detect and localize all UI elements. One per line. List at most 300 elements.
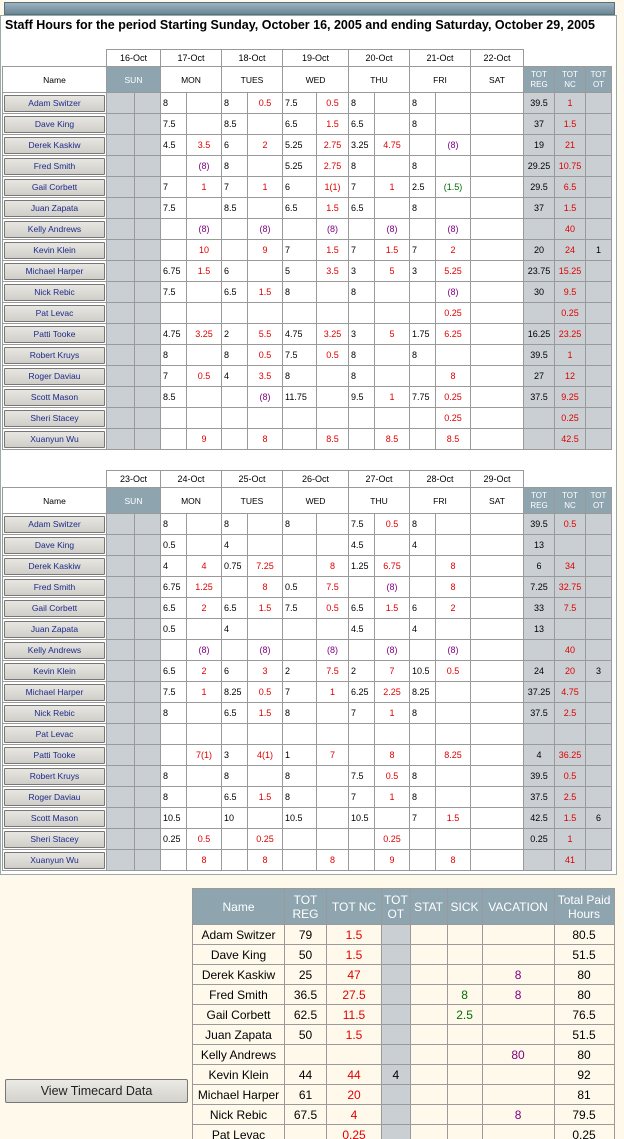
- employee-name-button[interactable]: Dave King: [4, 537, 105, 554]
- reg-hours-cell[interactable]: 2: [222, 324, 248, 345]
- reg-hours-cell[interactable]: 6.5: [222, 787, 248, 808]
- nc-hours-cell[interactable]: (8): [436, 219, 471, 240]
- nc-hours-cell[interactable]: 5: [375, 324, 410, 345]
- nc-hours-cell[interactable]: 3.25: [187, 324, 222, 345]
- nc-hours-cell[interactable]: 2: [436, 240, 471, 261]
- employee-name-button[interactable]: Sheri Stacey: [4, 410, 105, 427]
- nc-hours-cell[interactable]: 2: [436, 598, 471, 619]
- reg-hours-cell[interactable]: [349, 745, 375, 766]
- reg-hours-cell[interactable]: 8.5: [222, 114, 248, 135]
- reg-hours-cell[interactable]: 8: [161, 787, 187, 808]
- reg-hours-cell[interactable]: 7.5: [161, 682, 187, 703]
- reg-hours-cell[interactable]: 6.5: [222, 282, 248, 303]
- employee-name-button[interactable]: Scott Mason: [4, 810, 105, 827]
- reg-hours-cell[interactable]: 6.5: [349, 198, 375, 219]
- reg-hours-cell[interactable]: [283, 535, 317, 556]
- reg-hours-cell[interactable]: 8: [283, 366, 317, 387]
- nc-hours-cell[interactable]: 1: [187, 682, 222, 703]
- reg-hours-cell[interactable]: [410, 577, 436, 598]
- reg-hours-cell[interactable]: 7.5: [161, 282, 187, 303]
- reg-hours-cell[interactable]: 8: [222, 514, 248, 535]
- nc-hours-cell[interactable]: 2: [187, 598, 222, 619]
- reg-hours-cell[interactable]: 8: [283, 282, 317, 303]
- employee-name-button[interactable]: Derek Kaskiw: [4, 558, 105, 575]
- reg-hours-cell[interactable]: [283, 219, 317, 240]
- reg-hours-cell[interactable]: 8: [349, 93, 375, 114]
- reg-hours-cell[interactable]: 8: [410, 703, 436, 724]
- nc-hours-cell[interactable]: 8: [436, 850, 471, 871]
- reg-hours-cell[interactable]: 6.75: [161, 261, 187, 282]
- reg-hours-cell[interactable]: [410, 724, 436, 745]
- nc-hours-cell[interactable]: 0.5: [375, 766, 410, 787]
- nc-hours-cell[interactable]: [187, 619, 222, 640]
- reg-hours-cell[interactable]: 5: [283, 261, 317, 282]
- nc-hours-cell[interactable]: [248, 619, 283, 640]
- nc-hours-cell[interactable]: 6.25: [436, 324, 471, 345]
- nc-hours-cell[interactable]: 6.75: [375, 556, 410, 577]
- reg-hours-cell[interactable]: [161, 240, 187, 261]
- nc-hours-cell[interactable]: [248, 535, 283, 556]
- employee-name-button[interactable]: Scott Mason: [4, 389, 105, 406]
- nc-hours-cell[interactable]: 0.5: [317, 598, 349, 619]
- nc-hours-cell[interactable]: 8.25: [436, 745, 471, 766]
- reg-hours-cell[interactable]: 8: [222, 93, 248, 114]
- nc-hours-cell[interactable]: [436, 829, 471, 850]
- employee-name-button[interactable]: Dave King: [4, 116, 105, 133]
- reg-hours-cell[interactable]: 4: [410, 619, 436, 640]
- nc-hours-cell[interactable]: (8): [248, 640, 283, 661]
- nc-hours-cell[interactable]: 1(1): [317, 177, 349, 198]
- nc-hours-cell[interactable]: 1.5: [248, 598, 283, 619]
- employee-name-button[interactable]: Robert Kruys: [4, 768, 105, 785]
- reg-hours-cell[interactable]: 8: [161, 345, 187, 366]
- nc-hours-cell[interactable]: [187, 198, 222, 219]
- reg-hours-cell[interactable]: 3: [222, 745, 248, 766]
- nc-hours-cell[interactable]: 1: [375, 387, 410, 408]
- nc-hours-cell[interactable]: [187, 303, 222, 324]
- employee-name-button[interactable]: Kevin Klein: [4, 242, 105, 259]
- nc-hours-cell[interactable]: 0.25: [436, 303, 471, 324]
- nc-hours-cell[interactable]: [317, 619, 349, 640]
- employee-name-button[interactable]: Derek Kaskiw: [4, 137, 105, 154]
- employee-name-button[interactable]: Kelly Andrews: [4, 221, 105, 238]
- nc-hours-cell[interactable]: [436, 682, 471, 703]
- reg-hours-cell[interactable]: 7: [410, 240, 436, 261]
- reg-hours-cell[interactable]: 8: [349, 366, 375, 387]
- reg-hours-cell[interactable]: [161, 303, 187, 324]
- reg-hours-cell[interactable]: 8: [410, 514, 436, 535]
- reg-hours-cell[interactable]: [410, 219, 436, 240]
- reg-hours-cell[interactable]: 10.5: [283, 808, 317, 829]
- reg-hours-cell[interactable]: [349, 577, 375, 598]
- reg-hours-cell[interactable]: [283, 850, 317, 871]
- nc-hours-cell[interactable]: [375, 114, 410, 135]
- nc-hours-cell[interactable]: 7.25: [248, 556, 283, 577]
- nc-hours-cell[interactable]: [375, 535, 410, 556]
- employee-name-button[interactable]: Fred Smith: [4, 158, 105, 175]
- reg-hours-cell[interactable]: [349, 303, 375, 324]
- view-timecard-button[interactable]: View Timecard Data: [5, 1079, 188, 1103]
- nc-hours-cell[interactable]: 0.25: [436, 387, 471, 408]
- nc-hours-cell[interactable]: 7(1): [187, 745, 222, 766]
- reg-hours-cell[interactable]: [161, 724, 187, 745]
- nc-hours-cell[interactable]: [317, 366, 349, 387]
- reg-hours-cell[interactable]: 4.75: [283, 324, 317, 345]
- nc-hours-cell[interactable]: 8: [248, 429, 283, 450]
- reg-hours-cell[interactable]: [410, 850, 436, 871]
- reg-hours-cell[interactable]: 4.5: [349, 535, 375, 556]
- nc-hours-cell[interactable]: [248, 156, 283, 177]
- nc-hours-cell[interactable]: 1: [375, 703, 410, 724]
- nc-hours-cell[interactable]: (8): [187, 219, 222, 240]
- nc-hours-cell[interactable]: [317, 787, 349, 808]
- reg-hours-cell[interactable]: 7: [349, 177, 375, 198]
- nc-hours-cell[interactable]: 8: [317, 556, 349, 577]
- nc-hours-cell[interactable]: 0.5: [248, 682, 283, 703]
- reg-hours-cell[interactable]: [349, 724, 375, 745]
- nc-hours-cell[interactable]: 0.5: [375, 514, 410, 535]
- reg-hours-cell[interactable]: 8.5: [222, 198, 248, 219]
- nc-hours-cell[interactable]: 8: [187, 850, 222, 871]
- nc-hours-cell[interactable]: 5.25: [436, 261, 471, 282]
- reg-hours-cell[interactable]: 8: [349, 345, 375, 366]
- employee-name-button[interactable]: Patti Tooke: [4, 747, 105, 764]
- reg-hours-cell[interactable]: 8: [222, 766, 248, 787]
- nc-hours-cell[interactable]: (8): [317, 640, 349, 661]
- nc-hours-cell[interactable]: [375, 724, 410, 745]
- reg-hours-cell[interactable]: 4: [222, 535, 248, 556]
- nc-hours-cell[interactable]: 7: [317, 745, 349, 766]
- reg-hours-cell[interactable]: 8: [410, 198, 436, 219]
- reg-hours-cell[interactable]: [410, 303, 436, 324]
- reg-hours-cell[interactable]: [161, 429, 187, 450]
- reg-hours-cell[interactable]: [349, 219, 375, 240]
- nc-hours-cell[interactable]: [187, 535, 222, 556]
- nc-hours-cell[interactable]: [375, 198, 410, 219]
- nc-hours-cell[interactable]: [187, 514, 222, 535]
- reg-hours-cell[interactable]: [283, 724, 317, 745]
- nc-hours-cell[interactable]: [248, 114, 283, 135]
- reg-hours-cell[interactable]: 8: [410, 114, 436, 135]
- reg-hours-cell[interactable]: 0.5: [161, 535, 187, 556]
- nc-hours-cell[interactable]: [436, 156, 471, 177]
- reg-hours-cell[interactable]: [222, 850, 248, 871]
- reg-hours-cell[interactable]: 2.5: [410, 177, 436, 198]
- nc-hours-cell[interactable]: 4(1): [248, 745, 283, 766]
- reg-hours-cell[interactable]: 8: [283, 766, 317, 787]
- nc-hours-cell[interactable]: 0.5: [248, 345, 283, 366]
- reg-hours-cell[interactable]: [161, 156, 187, 177]
- employee-name-button[interactable]: Pat Levac: [4, 305, 105, 322]
- nc-hours-cell[interactable]: [317, 282, 349, 303]
- nc-hours-cell[interactable]: [375, 303, 410, 324]
- nc-hours-cell[interactable]: 4.75: [375, 135, 410, 156]
- reg-hours-cell[interactable]: 4: [222, 619, 248, 640]
- reg-hours-cell[interactable]: [283, 303, 317, 324]
- employee-name-button[interactable]: Michael Harper: [4, 263, 105, 280]
- nc-hours-cell[interactable]: (1.5): [436, 177, 471, 198]
- reg-hours-cell[interactable]: 4: [161, 556, 187, 577]
- nc-hours-cell[interactable]: [436, 724, 471, 745]
- nc-hours-cell[interactable]: (8): [436, 135, 471, 156]
- nc-hours-cell[interactable]: 8.5: [436, 429, 471, 450]
- nc-hours-cell[interactable]: 1: [317, 682, 349, 703]
- employee-name-button[interactable]: Gail Corbett: [4, 179, 105, 196]
- reg-hours-cell[interactable]: [161, 745, 187, 766]
- reg-hours-cell[interactable]: [349, 640, 375, 661]
- reg-hours-cell[interactable]: 10.5: [410, 661, 436, 682]
- nc-hours-cell[interactable]: (8): [436, 640, 471, 661]
- nc-hours-cell[interactable]: 8: [317, 850, 349, 871]
- reg-hours-cell[interactable]: 4: [222, 366, 248, 387]
- nc-hours-cell[interactable]: [187, 787, 222, 808]
- reg-hours-cell[interactable]: 6.5: [349, 114, 375, 135]
- nc-hours-cell[interactable]: 1: [375, 787, 410, 808]
- employee-name-button[interactable]: Patti Tooke: [4, 326, 105, 343]
- reg-hours-cell[interactable]: 6: [222, 661, 248, 682]
- nc-hours-cell[interactable]: (8): [375, 577, 410, 598]
- nc-hours-cell[interactable]: [187, 724, 222, 745]
- reg-hours-cell[interactable]: 8.25: [410, 682, 436, 703]
- nc-hours-cell[interactable]: 0.5: [436, 661, 471, 682]
- reg-hours-cell[interactable]: 4.75: [161, 324, 187, 345]
- nc-hours-cell[interactable]: [317, 766, 349, 787]
- nc-hours-cell[interactable]: 0.25: [375, 829, 410, 850]
- nc-hours-cell[interactable]: 1.5: [248, 282, 283, 303]
- reg-hours-cell[interactable]: 7.5: [161, 114, 187, 135]
- reg-hours-cell[interactable]: [410, 429, 436, 450]
- nc-hours-cell[interactable]: 0.5: [187, 366, 222, 387]
- reg-hours-cell[interactable]: 7: [283, 240, 317, 261]
- employee-name-button[interactable]: Pat Levac: [4, 726, 105, 743]
- employee-name-button[interactable]: Juan Zapata: [4, 200, 105, 217]
- reg-hours-cell[interactable]: [349, 850, 375, 871]
- reg-hours-cell[interactable]: 8.25: [222, 682, 248, 703]
- employee-name-button[interactable]: Roger Daviau: [4, 368, 105, 385]
- reg-hours-cell[interactable]: 8: [161, 93, 187, 114]
- reg-hours-cell[interactable]: 4.5: [349, 619, 375, 640]
- reg-hours-cell[interactable]: [222, 240, 248, 261]
- nc-hours-cell[interactable]: [436, 114, 471, 135]
- reg-hours-cell[interactable]: 7: [410, 808, 436, 829]
- nc-hours-cell[interactable]: 0.25: [248, 829, 283, 850]
- nc-hours-cell[interactable]: [375, 93, 410, 114]
- reg-hours-cell[interactable]: [283, 429, 317, 450]
- reg-hours-cell[interactable]: 6.5: [222, 703, 248, 724]
- reg-hours-cell[interactable]: 2: [283, 661, 317, 682]
- reg-hours-cell[interactable]: 4: [410, 535, 436, 556]
- reg-hours-cell[interactable]: [283, 408, 317, 429]
- nc-hours-cell[interactable]: 1.5: [436, 808, 471, 829]
- reg-hours-cell[interactable]: 6.5: [161, 598, 187, 619]
- reg-hours-cell[interactable]: 8: [161, 766, 187, 787]
- reg-hours-cell[interactable]: 6.5: [222, 598, 248, 619]
- nc-hours-cell[interactable]: (8): [317, 219, 349, 240]
- nc-hours-cell[interactable]: (8): [375, 640, 410, 661]
- nc-hours-cell[interactable]: 7.5: [317, 577, 349, 598]
- nc-hours-cell[interactable]: [317, 514, 349, 535]
- reg-hours-cell[interactable]: [349, 408, 375, 429]
- nc-hours-cell[interactable]: 7.5: [317, 661, 349, 682]
- reg-hours-cell[interactable]: 8: [161, 703, 187, 724]
- reg-hours-cell[interactable]: 6.75: [161, 577, 187, 598]
- reg-hours-cell[interactable]: 7.5: [161, 198, 187, 219]
- reg-hours-cell[interactable]: 3: [349, 261, 375, 282]
- reg-hours-cell[interactable]: [410, 829, 436, 850]
- nc-hours-cell[interactable]: 3.5: [248, 366, 283, 387]
- reg-hours-cell[interactable]: 7: [161, 177, 187, 198]
- employee-name-button[interactable]: Michael Harper: [4, 684, 105, 701]
- reg-hours-cell[interactable]: 5.25: [283, 156, 317, 177]
- reg-hours-cell[interactable]: 0.5: [161, 619, 187, 640]
- nc-hours-cell[interactable]: 1: [375, 177, 410, 198]
- nc-hours-cell[interactable]: [436, 703, 471, 724]
- employee-name-button[interactable]: Xuanyun Wu: [4, 431, 105, 448]
- nc-hours-cell[interactable]: 8: [375, 745, 410, 766]
- reg-hours-cell[interactable]: 1: [283, 745, 317, 766]
- reg-hours-cell[interactable]: 7: [283, 682, 317, 703]
- nc-hours-cell[interactable]: 2.25: [375, 682, 410, 703]
- reg-hours-cell[interactable]: 1.25: [349, 556, 375, 577]
- nc-hours-cell[interactable]: [248, 408, 283, 429]
- nc-hours-cell[interactable]: 1: [187, 177, 222, 198]
- reg-hours-cell[interactable]: [222, 429, 248, 450]
- reg-hours-cell[interactable]: 7: [349, 787, 375, 808]
- employee-name-button[interactable]: Robert Kruys: [4, 347, 105, 364]
- reg-hours-cell[interactable]: 5.25: [283, 135, 317, 156]
- nc-hours-cell[interactable]: 1: [248, 177, 283, 198]
- reg-hours-cell[interactable]: 6: [410, 598, 436, 619]
- nc-hours-cell[interactable]: [436, 93, 471, 114]
- nc-hours-cell[interactable]: 7: [375, 661, 410, 682]
- employee-name-button[interactable]: Xuanyun Wu: [4, 852, 105, 869]
- nc-hours-cell[interactable]: 3.5: [187, 135, 222, 156]
- reg-hours-cell[interactable]: 7.5: [349, 766, 375, 787]
- nc-hours-cell[interactable]: (8): [187, 156, 222, 177]
- nc-hours-cell[interactable]: 2: [187, 661, 222, 682]
- reg-hours-cell[interactable]: [349, 829, 375, 850]
- nc-hours-cell[interactable]: [187, 387, 222, 408]
- reg-hours-cell[interactable]: [161, 219, 187, 240]
- reg-hours-cell[interactable]: 7: [222, 177, 248, 198]
- nc-hours-cell[interactable]: [436, 345, 471, 366]
- reg-hours-cell[interactable]: [283, 556, 317, 577]
- nc-hours-cell[interactable]: 0.25: [436, 408, 471, 429]
- reg-hours-cell[interactable]: 8: [222, 156, 248, 177]
- nc-hours-cell[interactable]: 0.5: [317, 345, 349, 366]
- nc-hours-cell[interactable]: 3.25: [317, 324, 349, 345]
- reg-hours-cell[interactable]: 6: [222, 261, 248, 282]
- nc-hours-cell[interactable]: 3: [248, 661, 283, 682]
- reg-hours-cell[interactable]: 6.5: [161, 661, 187, 682]
- reg-hours-cell[interactable]: 8: [410, 93, 436, 114]
- reg-hours-cell[interactable]: [222, 640, 248, 661]
- nc-hours-cell[interactable]: [375, 345, 410, 366]
- nc-hours-cell[interactable]: [248, 198, 283, 219]
- reg-hours-cell[interactable]: 4.5: [161, 135, 187, 156]
- nc-hours-cell[interactable]: [436, 535, 471, 556]
- reg-hours-cell[interactable]: [410, 135, 436, 156]
- nc-hours-cell[interactable]: 2.75: [317, 156, 349, 177]
- reg-hours-cell[interactable]: 7.5: [283, 93, 317, 114]
- reg-hours-cell[interactable]: [283, 640, 317, 661]
- nc-hours-cell[interactable]: [375, 619, 410, 640]
- reg-hours-cell[interactable]: 0.25: [161, 829, 187, 850]
- nc-hours-cell[interactable]: 0.5: [248, 93, 283, 114]
- nc-hours-cell[interactable]: 8.5: [375, 429, 410, 450]
- reg-hours-cell[interactable]: 10: [222, 808, 248, 829]
- nc-hours-cell[interactable]: 1.5: [317, 114, 349, 135]
- reg-hours-cell[interactable]: [222, 387, 248, 408]
- nc-hours-cell[interactable]: 1.5: [248, 703, 283, 724]
- nc-hours-cell[interactable]: [317, 829, 349, 850]
- nc-hours-cell[interactable]: [317, 535, 349, 556]
- nc-hours-cell[interactable]: 0.5: [187, 829, 222, 850]
- reg-hours-cell[interactable]: 7.5: [283, 598, 317, 619]
- nc-hours-cell[interactable]: 1.5: [187, 261, 222, 282]
- nc-hours-cell[interactable]: 8: [248, 577, 283, 598]
- employee-name-button[interactable]: Roger Daviau: [4, 789, 105, 806]
- nc-hours-cell[interactable]: 2: [248, 135, 283, 156]
- employee-name-button[interactable]: Nick Rebic: [4, 705, 105, 722]
- nc-hours-cell[interactable]: [375, 156, 410, 177]
- nc-hours-cell[interactable]: [187, 282, 222, 303]
- employee-name-button[interactable]: Sheri Stacey: [4, 831, 105, 848]
- nc-hours-cell[interactable]: [187, 766, 222, 787]
- nc-hours-cell[interactable]: 3.5: [317, 261, 349, 282]
- reg-hours-cell[interactable]: 6.5: [283, 114, 317, 135]
- reg-hours-cell[interactable]: [410, 745, 436, 766]
- reg-hours-cell[interactable]: [410, 408, 436, 429]
- reg-hours-cell[interactable]: [410, 556, 436, 577]
- reg-hours-cell[interactable]: [161, 640, 187, 661]
- reg-hours-cell[interactable]: 8: [283, 787, 317, 808]
- employee-name-button[interactable]: Gail Corbett: [4, 600, 105, 617]
- reg-hours-cell[interactable]: 8: [410, 766, 436, 787]
- reg-hours-cell[interactable]: [410, 282, 436, 303]
- nc-hours-cell[interactable]: (8): [187, 640, 222, 661]
- nc-hours-cell[interactable]: 8: [436, 577, 471, 598]
- nc-hours-cell[interactable]: (8): [375, 219, 410, 240]
- reg-hours-cell[interactable]: 6.5: [283, 198, 317, 219]
- reg-hours-cell[interactable]: [222, 219, 248, 240]
- reg-hours-cell[interactable]: 8: [410, 345, 436, 366]
- nc-hours-cell[interactable]: 5.5: [248, 324, 283, 345]
- nc-hours-cell[interactable]: [436, 514, 471, 535]
- nc-hours-cell[interactable]: [436, 198, 471, 219]
- nc-hours-cell[interactable]: 2.75: [317, 135, 349, 156]
- nc-hours-cell[interactable]: [187, 703, 222, 724]
- nc-hours-cell[interactable]: 9: [248, 240, 283, 261]
- reg-hours-cell[interactable]: 7: [161, 366, 187, 387]
- nc-hours-cell[interactable]: [317, 303, 349, 324]
- reg-hours-cell[interactable]: 11.75: [283, 387, 317, 408]
- reg-hours-cell[interactable]: 8: [283, 703, 317, 724]
- nc-hours-cell[interactable]: [248, 766, 283, 787]
- reg-hours-cell[interactable]: 6.5: [349, 598, 375, 619]
- nc-hours-cell[interactable]: [317, 408, 349, 429]
- reg-hours-cell[interactable]: 9.5: [349, 387, 375, 408]
- nc-hours-cell[interactable]: [187, 93, 222, 114]
- nc-hours-cell[interactable]: [248, 261, 283, 282]
- nc-hours-cell[interactable]: (8): [248, 219, 283, 240]
- nc-hours-cell[interactable]: (8): [436, 282, 471, 303]
- reg-hours-cell[interactable]: 6: [222, 135, 248, 156]
- nc-hours-cell[interactable]: [187, 408, 222, 429]
- reg-hours-cell[interactable]: [222, 724, 248, 745]
- reg-hours-cell[interactable]: 2: [349, 661, 375, 682]
- reg-hours-cell[interactable]: 8: [283, 514, 317, 535]
